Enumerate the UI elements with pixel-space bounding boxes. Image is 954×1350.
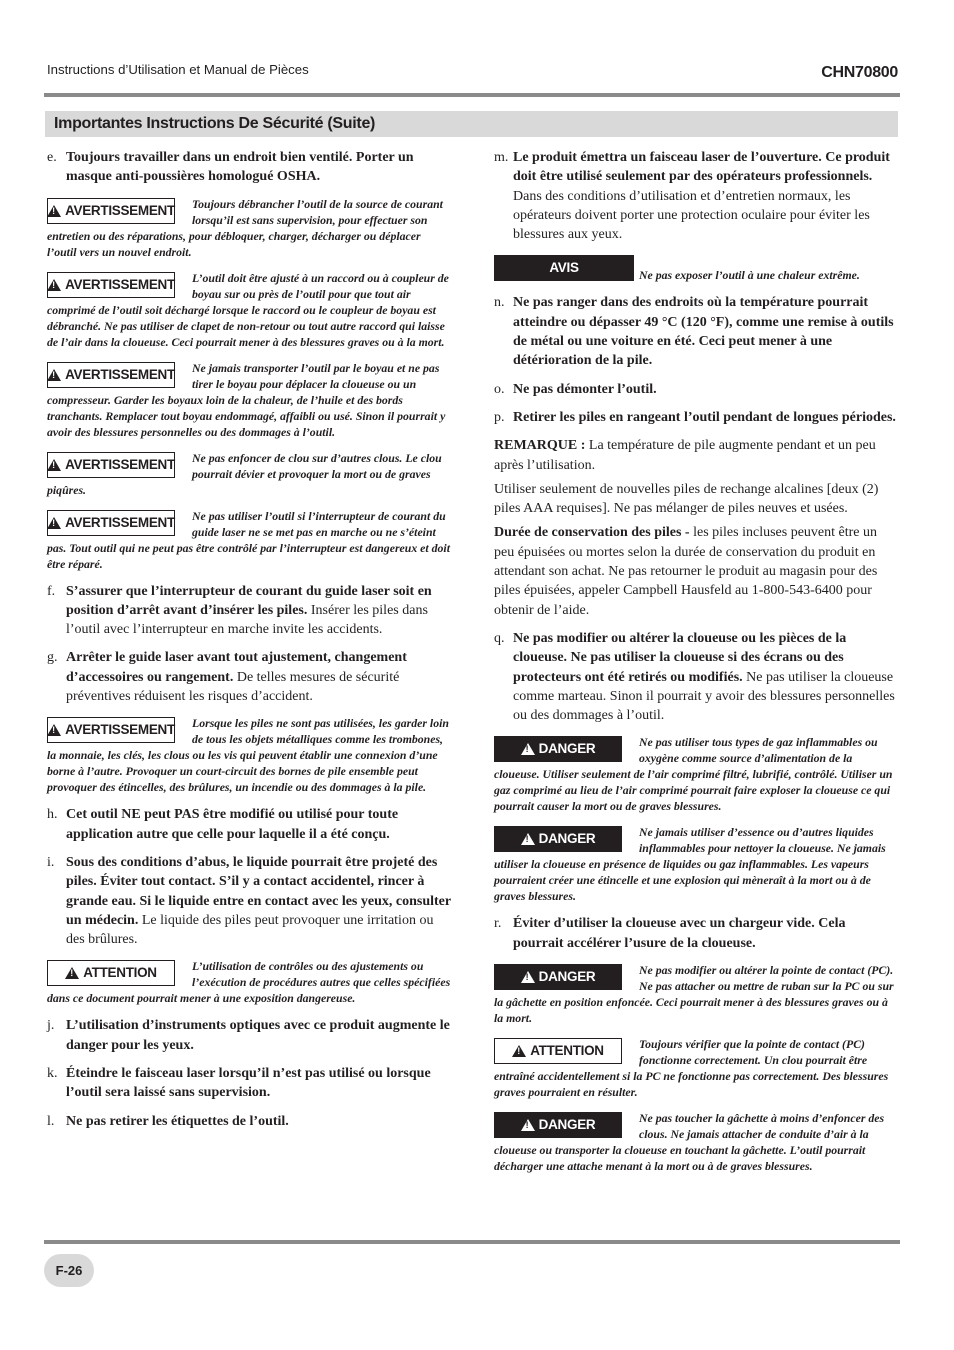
item-label: m. [494,150,509,165]
danger-text: Ne pas modifier ou altérer la pointe de contact (PC). Ne pas attacher ou mettre de ruban sur la PC ou sur la gâchette en position enfoncée. Ceci pourrait mener à des blessures graves ou à la mort. [494,963,894,1026]
item-label: q. [494,630,505,646]
instruction-h [47,805,452,844]
battery-paragraph: Utiliser seulement de nouvelles piles de rechange alcalines [deux (2) piles AAA requises]. Ne pas mélanger de piles neuves et usées. [494,481,879,517]
instruction-r [494,914,898,953]
top-rule [44,93,900,97]
item-bold-text: Arrêter le guide laser avant tout ajustement, changement d’accessoires ou rangement. [66,650,407,685]
item-bold-text: Ne pas démonter l’outil. [513,381,657,397]
warning-badge: ! AVERTISSEMENT [47,362,175,388]
danger-badge: ! DANGER [494,826,622,852]
warning-text: Ne pas enfoncer de clou sur d’autres clous. Le clou pourrait dévier et provoquer la mort ou de graves piqûres. [47,450,442,497]
instruction-o [494,380,898,399]
warning-triangle-icon [521,833,535,845]
avis-text: Ne pas exposer l’outil à une chaleur extrême. [639,268,860,283]
danger-text: Ne jamais utiliser d’essence ou d’autres liquides inflammables pour nettoyer la cloueuse. Ne jamais utiliser la cloueuse en présence de liquides ou gaz inflammables. Les vapeurs pourraient créer une étincelle et une explosion qui mèneraît à la mort ou à de graves blessures. [494,825,886,904]
item-label: o. [494,381,505,397]
danger-text: Ne pas toucher la gâchette à moins d’enfoncer des clous. Ne jamais attacher de conduite d’air à la cloueuse ou transporter la cloueuse en touchant la gâchette. L’outil pourrait décharger une attache menant à la mort ou à de graves blessures. [494,1111,885,1174]
item-label: k. [47,1066,58,1082]
avis-badge: AVIS [494,255,634,281]
remarque-label: REMARQUE : [494,438,586,454]
warning-text: Lorsque les piles ne sont pas utilisées, les garder loin de tous les objets métalliques comme les trombones, la monnaie, les clés, les clous ou les vis qui peuvent établir une connexion d’une borne à l’autre. Provoquer un court-circuit des bornes de pile ensemble peut provoquer des étincelles, des brûlures, un incendie ou des dommages à la pile. [47,716,449,795]
warning-triangle-icon [47,724,61,736]
avis-block [494,253,898,283]
warning-triangle-icon [65,967,79,979]
warning-triangle-icon [47,205,61,217]
warning-block-1 [47,196,452,260]
warning-block-5 [47,508,452,572]
warning-text: Ne jamais transporter l’outil par le boyau et ne pas tirer le boyau pour déplacer la cloueuse ou un compresseur. Garder les boyaux loin de la chaleur, de l’huile et des bords tranchants. Remplacer tout boyau endommagé, affaibli ou usé. Sinon il pourrait y avoir des blessures personnelles ou des dommages à l’outil. [47,360,446,439]
warning-block-4 [47,450,452,498]
model-number: CHN70800 [821,64,898,81]
remarque-text: La température de pile augmente pendant et un peu après l’utilisation. [494,438,876,473]
item-label: n. [494,295,505,311]
item-text: De telles mesures de sécurité préventives réduisent les risques d’accident. [66,669,400,705]
danger-block-1 [494,734,898,814]
item-bold-text: Cet outil NE peut PAS être modifié ou utilisé pour toute application autre que celle pour laquelle il a été conçu. [66,807,399,842]
warning-triangle-icon [521,1119,535,1131]
item-bold-text: L’utilisation d’instruments optiques avec ce produit augmente le danger pour les yeux. [66,1018,450,1053]
attention-badge: ! ATTENTION [47,960,175,986]
shelf-life-text: les piles incluses peuvent être un peu épuisées ou mortes selon la durée de conservation du produit en attendant son achat. Ne pas retourner le produit au magasin pour des piles épuisées, appeler Campbell Hausfeld au 1-800-543-6400 pour obtenir de l’aide. [494,525,878,618]
item-bold-text: Ne pas modifier ou altérer la cloueuse ou les pièces de la cloueuse. Ne pas utiliser la cloueuse si des écrans ou des protecteurs ont été retirés ou modifiés. [513,630,847,685]
attention-text: Toujours vérifier que la pointe de contact (PC) fonctionne correctement. Un clou pourrait être entraîné accidentellement si la PC ne fonctionne pas correctement. Des blessures graves pourraient en résulter. [494,1037,889,1100]
item-bold-text: Éviter d’utiliser la cloueuse avec un chargeur vide. Cela pourrait accélérer l’usure de la cloueuse. [513,916,846,951]
danger-block-4 [494,1110,898,1174]
instruction-l [47,1112,452,1131]
warning-badge: ! AVERTISSEMENT [47,717,175,743]
danger-badge: ! DANGER [494,736,622,762]
warning-block-3 [47,360,452,440]
warning-badge: ! AVERTISSEMENT [47,452,175,478]
danger-text: Ne pas utiliser tous types de gaz inflammables ou oxygène comme source d’alimentation de la cloueuse. Utiliser seulement de l’air comprimé filtré, lubrifié, contrôlé. Utiliser un gaz comprimé au lieu de l’air comprimé pourrait faire exploser la cloueuse ce qui pourrait causer la mort ou de graves blessures. [494,735,893,814]
item-bold-text: Retirer les piles en rangeant l’outil pendant de longues périodes. [513,409,896,425]
item-text: Dans des conditions d’utilisation et d’entretien normaux, les opérateurs doivent porter une protection oculaire pour éviter les blessures aux yeux. [513,188,870,243]
bottom-rule [44,1240,900,1244]
warning-badge: ! AVERTISSEMENT [47,510,175,536]
item-label: p. [494,409,505,425]
item-label: h. [47,807,58,823]
warning-badge: ! AVERTISSEMENT [47,272,175,298]
warning-text: Ne pas utiliser l’outil si l’interrupteur de courant du guide laser ne se met pas en marche ou ne s’éteint pas. Tout outil qui ne peut pas être contrôlé par l’interrupteur est dangereux et doit être réparé. [47,508,450,571]
item-text: Insérer les piles dans l’outil avec l’interrupteur en marche invite les accidents. [66,602,428,638]
item-bold-text: S’assurer que l’interrupteur de courant du guide laser soit en position d’arrêt avant d’insérer les piles. [66,583,432,618]
section-header [45,111,898,137]
item-label: r. [494,916,502,932]
section-title: Importantes Instructions De Sécurité (Suite) [54,115,376,132]
instruction-m [494,148,898,244]
instruction-k [47,1064,452,1103]
warning-badge: ! AVERTISSEMENT [47,198,175,224]
item-label: l. [47,1113,55,1129]
danger-block-2 [494,824,898,904]
warning-text: Toujours débrancher l’outil de la source de courant lorsqu’il est sans supervision, pour effectuer son entretien ou des réparations, pour débloquer, charger, décharger ou déplacer l’outil vers un nouvel endroit. [47,196,443,259]
instruction-p [494,408,898,427]
instruction-q [494,629,898,725]
item-label: f. [47,583,56,599]
warning-triangle-icon [47,459,61,471]
warning-block-6 [47,715,452,795]
item-bold-text: Toujours travailler dans un endroit bien ventilé. Porter un masque anti-poussières homologué OSHA. [66,150,414,185]
instruction-j [47,1016,452,1055]
left-column [47,148,452,1140]
item-bold-text: Le produit émettra un faisceau laser de l’ouverture. Ce produit doit être utilisé seulement par des opérateurs professionnels. [513,150,890,185]
item-label: g. [47,650,58,666]
page-number: F-26 [44,1254,94,1287]
instruction-n [494,293,898,370]
instruction-i [47,853,452,949]
item-bold-text: Sous des conditions d’abus, le liquide pourrait être projeté des piles. Éviter tout contact. S’il y a contact accidentel, rincer à grande eau. Si le liquide entre en contact avec les yeux, consulter un médecin. [66,854,451,928]
item-label: j. [47,1018,55,1034]
attention-text: L’utilisation de contrôles ou des ajustements ou l’exécution de procédures autres que celles spécifiées dans ce document pourrait mener à une exposition dangereuse. [47,959,451,1006]
item-label: e. [47,150,57,165]
item-text: Ne pas utiliser la cloueuse comme marteau. Sinon il pourrait y avoir des blessures personnelles ou des dommages à l’outil. [513,669,895,724]
warning-block-2 [47,270,452,350]
shelf-life-paragraph [494,523,898,619]
warning-triangle-icon [521,743,535,755]
item-bold-text: Ne pas retirer les étiquettes de l’outil. [66,1113,289,1129]
danger-block-3 [494,962,898,1026]
warning-triangle-icon [47,279,61,291]
shelf-life-label: Durée de conservation des piles - [494,525,690,541]
item-text: Le liquide des piles peut provoquer une irritation ou des brûlures. [66,912,434,948]
item-bold-text: Ne pas ranger dans des endroits où la température pourrait atteindre ou dépasser 49 °C (120 °F), comme une remise à outils de métal ou une voiture en été. Ceci peut mener à une détérioration de la pile. [513,295,894,369]
item-label: i. [47,854,55,870]
item-bold-text: Éteindre le faisceau laser lorsqu’il n’est pas utilisé ou lorsque l’outil sera laissé sans supervision. [66,1066,431,1101]
document-title: Instructions d’Utilisation et Manual de Pièces [47,62,309,77]
danger-badge: ! DANGER [494,964,622,990]
instruction-f [47,582,452,640]
attention-block-1 [47,958,452,1006]
right-column [494,148,898,1184]
danger-badge: ! DANGER [494,1112,622,1138]
instruction-e [47,148,452,187]
warning-triangle-icon [47,369,61,381]
attention-badge: ! ATTENTION [494,1038,622,1064]
instruction-g [47,648,452,706]
remarque-paragraph [494,436,898,475]
warning-triangle-icon [521,971,535,983]
attention-block-2 [494,1036,898,1100]
warning-text: L’outil doit être ajusté à un raccord ou à coupleur de boyau sur ou près de l’outil pour que tout air comprimé de l’outil soit déchargé lorsque le raccord ou le coupleur de boyau est débranché. Ne pas utiliser de clapet de non-retour ou tout autre raccord qui laisse de l’air dans la cloueuse. Ceci pourrait mener à des blessures graves ou à la mort. [47,270,449,349]
warning-triangle-icon [47,517,61,529]
warning-triangle-icon [512,1045,526,1057]
